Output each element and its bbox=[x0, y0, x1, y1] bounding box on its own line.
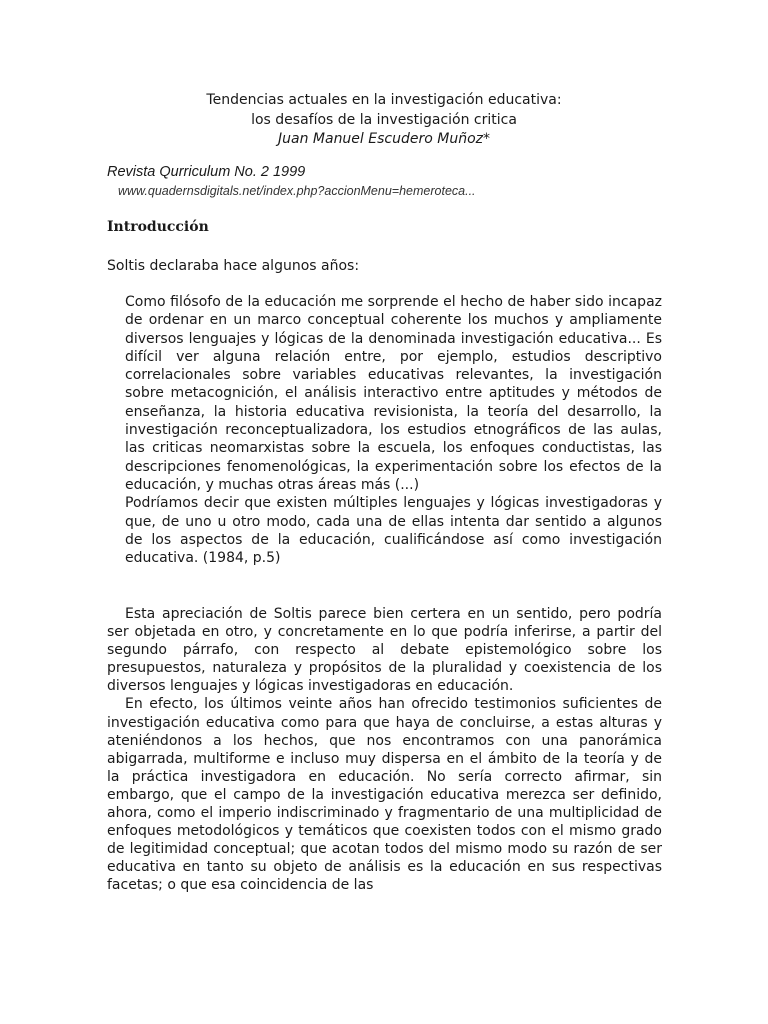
section-heading: Introducción bbox=[107, 219, 209, 235]
block-quote bbox=[125, 293, 662, 567]
source-url: www.quadernsdigitals.net/index.php?accionMenu=hemeroteca... bbox=[118, 184, 476, 198]
title-block bbox=[0, 91, 768, 150]
body-paragraph: Esta apreciación de Soltis parece bien certera en un sentido, pero podría ser objetada en otro, y concretamente en lo que podría inferirse, a partir del segundo párrafo, con respecto al debate epistemológico sobre los presupuestos, naturaleza y propósitos de la pluralidad y coexistencia de los diversos lenguajes y lógicas investigadoras en educación. bbox=[107, 606, 662, 695]
quote-paragraph: Podríamos decir que existen múltiples lenguajes y lógicas investigadoras y que, de uno u otro modo, cada una de ellas intenta dar sentido a algunos de los aspectos de la educación, cualificándose así como investigación educativa. (1984, p.5) bbox=[125, 495, 662, 567]
body-paragraph: En efecto, los últimos veinte años han ofrecido testimonios suficientes de investigación educativa como para que haya de concluirse, a estas alturas y ateniéndonos a los hechos, que nos encontramos con una panorámica abigarrada, multiforme e incluso muy dispersa en el ámbito de la teoría y de la práctica investigadora en educación. No sería correcto afirmar, sin embargo, que el campo de la investigación educativa merezca ser definido, ahora, como el imperio indiscriminado y fragmentario de una multiplicidad de enfoques metodológicos y temáticos que coexisten todos con el mismo grado de legitimidad conceptual; que acotan todos del mismo modo su razón de ser educativa en tanto su objeto de análisis es la educación en sus respectivas facetas; o que esa coincidencia de las bbox=[107, 696, 662, 894]
document-title-line-1: Tendencias actuales en la investigación educativa: bbox=[206, 92, 562, 108]
lead-sentence: Soltis declaraba hace algunos años: bbox=[107, 258, 360, 274]
quote-paragraph: Como filósofo de la educación me sorprende el hecho de haber sido incapaz de ordenar en un marco conceptual coherente los muchos y ampliamente diversos lenguajes y lógicas de la denominada investigación educativa... Es difícil ver alguna relación entre, por ejemplo, estudios descriptivo correlacionales sobre variables educativas relevantes, la investigación sobre metacognición, el análisis interactivo entre aptitudes y métodos de enseñanza, la historia educativa revisionista, la teoría del desarrollo, la investigación reconceptualizadora, los estudios etnográficos de las aulas, las criticas neomarxistas sobre la escuela, los enfoques conductistas, las descripciones fenomenológicas, la experimentación sobre los efectos de la educación, y muchas otras áreas más (...) bbox=[125, 294, 662, 493]
author-name: Juan Manuel Escudero Muñoz* bbox=[278, 131, 490, 147]
journal-reference: Revista Qurriculum No. 2 1999 bbox=[107, 164, 306, 180]
document-title-line-2: los desafíos de la investigación critica bbox=[251, 111, 517, 128]
body-text bbox=[107, 605, 662, 895]
